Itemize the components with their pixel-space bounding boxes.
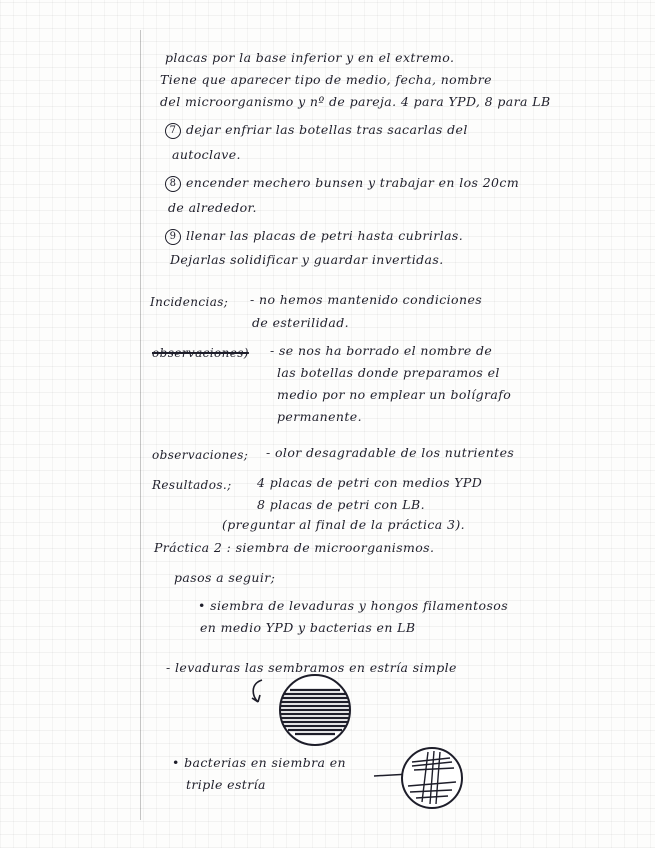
note-line: autoclave. <box>172 147 241 162</box>
incidencias-label: Incidencias; <box>150 295 229 309</box>
note-line: • bacterias en siembra en <box>172 755 346 770</box>
resultados-label: Resultados.; <box>152 478 232 492</box>
single-streak-plate-sketch <box>240 672 360 744</box>
triple-streak-plate-sketch <box>372 742 467 814</box>
note-line: permanente. <box>277 409 362 424</box>
note-line: del microorganismo y nº de pareja. 4 para YPD, 8 para LB <box>160 94 551 109</box>
step-7 <box>165 122 468 139</box>
note-line: Tiene que aparecer tipo de medio, fecha, nombre <box>160 72 492 87</box>
note-line: medio por no emplear un bolígrafo <box>277 387 512 402</box>
note-line: de alrededor. <box>168 200 257 215</box>
note-line: - no hemos mantenido condiciones <box>250 292 483 307</box>
step-number-circle: 9 <box>165 229 181 245</box>
note-line: • siembra de levaduras y hongos filamentosos <box>198 598 509 613</box>
note-line: - se nos ha borrado el nombre de <box>270 343 493 358</box>
margin-line <box>140 30 141 820</box>
curved-arrow-icon <box>252 680 262 702</box>
section-title: Práctica 2 : siembra de microorganismos. <box>154 540 435 555</box>
note-line: Dejarlas solidificar y guardar invertidas. <box>170 252 444 267</box>
note-line: 8 placas de petri con LB. <box>257 497 425 512</box>
step-9 <box>165 228 463 245</box>
note-line: placas por la base inferior y en el extremo. <box>165 50 455 65</box>
note-line: triple estría <box>186 777 266 792</box>
step-number-circle: 7 <box>165 123 181 139</box>
note-line: - levaduras las sembramos en estría simple <box>166 660 457 675</box>
note-text: llenar las placas de petri hasta cubrirlas. <box>186 228 464 243</box>
note-line: (preguntar al final de la práctica 3). <box>222 517 465 532</box>
struck-label: observaciones) <box>152 346 249 360</box>
note-line: pasos a seguir; <box>174 570 276 585</box>
note-line: en medio YPD y bacterias en LB <box>200 620 416 635</box>
note-line: las botellas donde preparamos el <box>277 365 500 380</box>
step-8 <box>165 175 519 192</box>
note-line: - olor desagradable de los nutrientes <box>266 445 515 460</box>
step-number-circle: 8 <box>165 176 181 192</box>
observaciones-label: observaciones; <box>152 448 249 462</box>
note-line: de esterilidad. <box>252 315 350 330</box>
note-line: 4 placas de petri con medios YPD <box>257 475 483 490</box>
note-text: encender mechero bunsen y trabajar en los 20cm <box>186 175 520 190</box>
note-text: dejar enfriar las botellas tras sacarlas del <box>186 122 468 137</box>
